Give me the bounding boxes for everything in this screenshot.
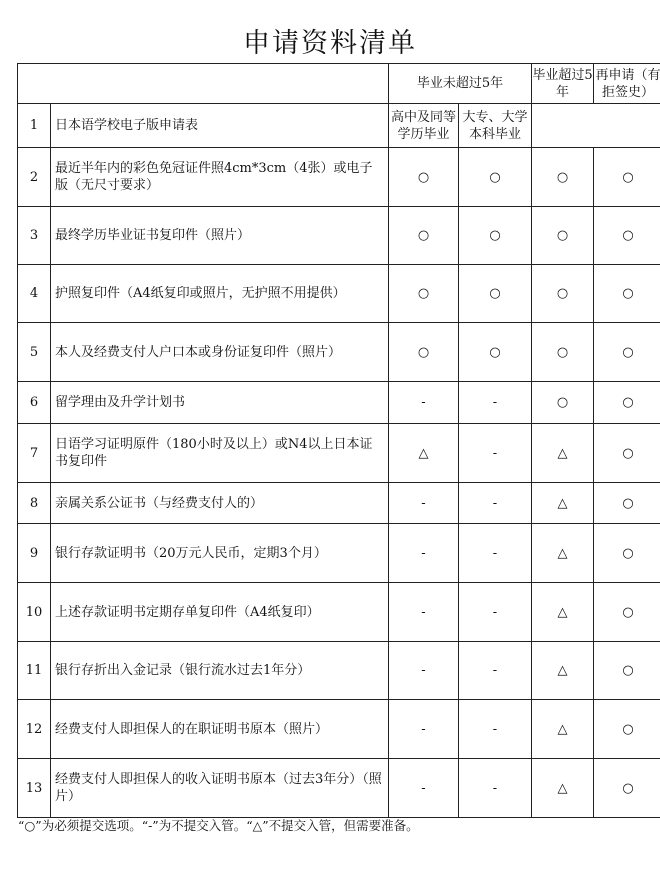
row-number: 3 — [18, 207, 51, 265]
row-number: 10 — [18, 583, 51, 642]
mark-over-5-years: △ — [532, 524, 594, 583]
mark-highschool: - — [389, 700, 459, 759]
table-row — [18, 148, 660, 207]
mark-college: - — [459, 583, 532, 642]
legend-note: “○”为必须提交选项。“-”为不提交入管。“△”不提交入管，但需要准备。 — [18, 818, 419, 833]
mark-over-5-years: ○ — [532, 323, 594, 382]
mark-highschool: ○ — [389, 148, 459, 207]
row-item-text: 银行存折出入金记录（银行流水过去1年分） — [51, 642, 389, 700]
row-item-text: 日本语学校电子版申请表 — [51, 104, 389, 148]
mark-over-5-years: △ — [532, 642, 594, 700]
mark-highschool: ○ — [389, 207, 459, 265]
mark-college: - — [459, 424, 532, 483]
mark-reapply: ○ — [594, 524, 660, 583]
table-row — [18, 207, 660, 265]
table-row — [18, 323, 660, 382]
row-number: 9 — [18, 524, 51, 583]
table-row — [18, 524, 660, 583]
mark-highschool: - — [389, 642, 459, 700]
table-row — [18, 424, 660, 483]
mark-over-5-years: △ — [532, 700, 594, 759]
header-blank-cell — [18, 64, 389, 104]
mark-reapply: ○ — [594, 207, 660, 265]
mark-over-5-years: △ — [532, 759, 594, 818]
row-item-text: 上述存款证明书定期存单复印件（A4纸复印） — [51, 583, 389, 642]
header-over-5-years: 毕业超过5年 — [532, 64, 594, 104]
page-title: 申请资料清单 — [243, 28, 417, 59]
row-number: 13 — [18, 759, 51, 818]
row-number: 12 — [18, 700, 51, 759]
mark-reapply: ○ — [594, 382, 660, 424]
mark-highschool: - — [389, 524, 459, 583]
header-under-5-years: 毕业未超过5年 — [389, 64, 532, 104]
row-number: 5 — [18, 323, 51, 382]
mark-reapply: ○ — [594, 483, 660, 524]
row-number: 11 — [18, 642, 51, 700]
row-item-text: 最近半年内的彩色免冠证件照4cm*3cm（4张）或电子版（无尺寸要求） — [51, 148, 389, 207]
table-row — [18, 642, 660, 700]
mark-over-5-years: △ — [532, 424, 594, 483]
mark-college: ○ — [459, 207, 532, 265]
row-item-text: 护照复印件（A4纸复印或照片，无护照不用提供） — [51, 265, 389, 323]
mark-college: ○ — [459, 265, 532, 323]
row-number: 1 — [18, 104, 51, 148]
header-reapply: 再申请（有拒签史） — [594, 64, 660, 104]
mark-highschool: - — [389, 382, 459, 424]
table-row — [18, 382, 660, 424]
row-number: 6 — [18, 382, 51, 424]
table-body — [18, 104, 660, 818]
mark-highschool: ○ — [389, 323, 459, 382]
header-college: 大专、大学本科毕业 — [459, 104, 532, 148]
mark-over-5-years: ○ — [532, 207, 594, 265]
table-row — [18, 700, 660, 759]
mark-highschool: - — [389, 583, 459, 642]
mark-college: ○ — [459, 323, 532, 382]
row-number: 8 — [18, 483, 51, 524]
mark-college: ○ — [459, 148, 532, 207]
table-row — [18, 483, 660, 524]
mark-over-5-years: ○ — [532, 148, 594, 207]
row-item-text: 经费支付人即担保人的收入证明书原本（过去3年分）（照片） — [51, 759, 389, 818]
mark-reapply: ○ — [594, 583, 660, 642]
mark-reapply: ○ — [594, 642, 660, 700]
mark-college: - — [459, 759, 532, 818]
mark-over-5-years: ○ — [532, 382, 594, 424]
mark-college: - — [459, 524, 532, 583]
row-item-text: 经费支付人即担保人的在职证明书原本（照片） — [51, 700, 389, 759]
row-item-text: 本人及经费支付人户口本或身份证复印件（照片） — [51, 323, 389, 382]
table-row — [18, 759, 660, 818]
row-item-text: 留学理由及升学计划书 — [51, 382, 389, 424]
row-item-text: 银行存款证明书（20万元人民币，定期3个月） — [51, 524, 389, 583]
table-row — [18, 265, 660, 323]
mark-highschool: - — [389, 759, 459, 818]
mark-reapply: ○ — [594, 323, 660, 382]
row-item-text: 最终学历毕业证书复印件（照片） — [51, 207, 389, 265]
row-number: 7 — [18, 424, 51, 483]
mark-reapply: ○ — [594, 759, 660, 818]
header-row-top — [18, 64, 660, 104]
table-row — [18, 583, 660, 642]
mark-college: - — [459, 642, 532, 700]
header-highschool: 高中及同等学历毕业 — [389, 104, 459, 148]
mark-reapply: ○ — [594, 424, 660, 483]
mark-reapply: ○ — [594, 265, 660, 323]
mark-highschool: ○ — [389, 265, 459, 323]
mark-college: - — [459, 700, 532, 759]
row-number: 4 — [18, 265, 51, 323]
mark-over-5-years: △ — [532, 483, 594, 524]
row-item-text: 日语学习证明原件（180小时及以上）或N4以上日本证书复印件 — [51, 424, 389, 483]
mark-college: - — [459, 382, 532, 424]
table-row — [18, 104, 660, 148]
mark-highschool: - — [389, 483, 459, 524]
row-number: 2 — [18, 148, 51, 207]
requirements-table — [17, 63, 660, 818]
mark-reapply: ○ — [594, 148, 660, 207]
mark-over-5-years: △ — [532, 583, 594, 642]
row-item-text: 亲属关系公证书（与经费支付人的） — [51, 483, 389, 524]
mark-over-5-years: ○ — [532, 265, 594, 323]
mark-college: - — [459, 483, 532, 524]
mark-highschool: △ — [389, 424, 459, 483]
mark-reapply: ○ — [594, 700, 660, 759]
